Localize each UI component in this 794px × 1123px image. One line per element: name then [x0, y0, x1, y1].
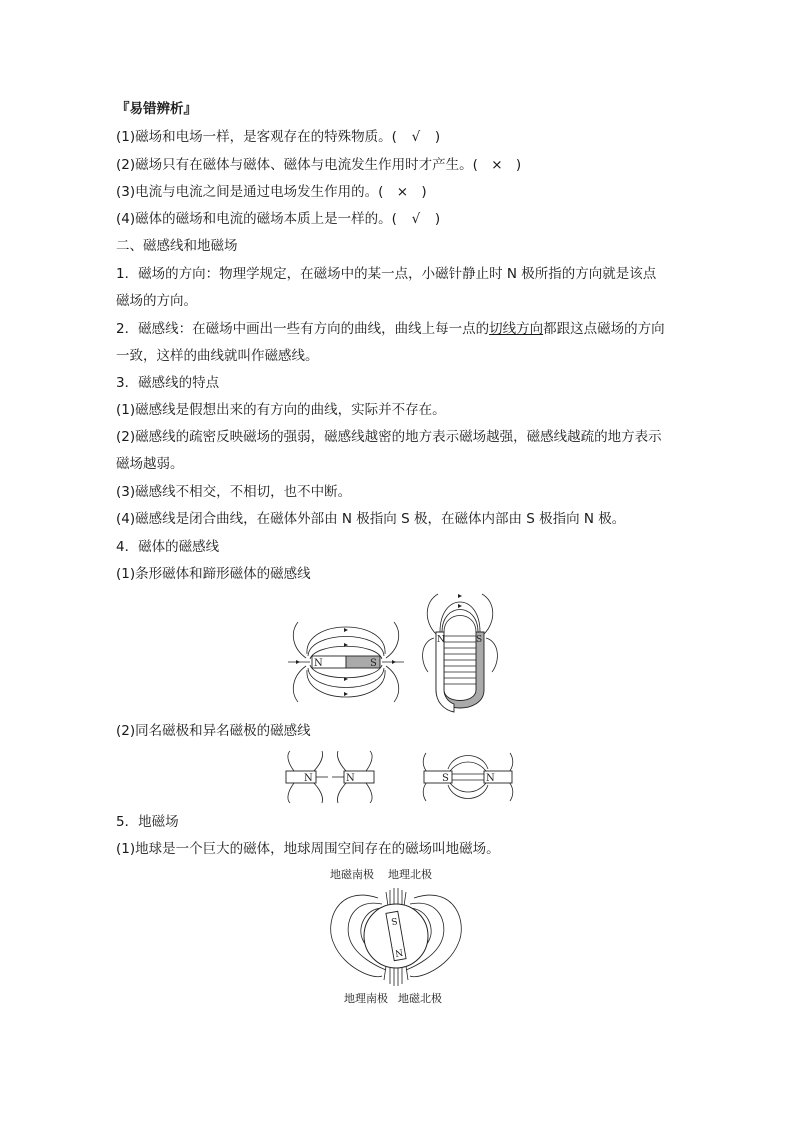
judgment-text: (1)磁场和电场一样，是客观存在的特殊物质。(: [116, 129, 397, 145]
feature-1: (1)磁感线是假想出来的有方向的曲线，实际并不存在。: [116, 402, 446, 418]
p4-sub2: (2)同名磁极和异名磁极的磁感线: [116, 723, 311, 739]
judgment-close: ): [421, 184, 427, 200]
part2-title: 二、磁感线和地磁场: [116, 238, 238, 254]
pole-label-n: N: [394, 946, 404, 958]
like-poles-figure: [282, 749, 378, 805]
feature-2-line1: (2)磁感线的疏密反映磁场的强弱，磁感线越密的地方表示磁场越强，磁感线越疏的地方表示: [116, 429, 662, 445]
pole-label-n: N: [486, 773, 495, 784]
p1-line1: 1．磁场的方向：物理学规定，在磁场中的某一点，小磁针静止时 N 极所指的方向就是该点: [116, 266, 657, 282]
label-geographic-north: 地理北极: [388, 868, 432, 881]
judgment-item-4: [116, 210, 440, 228]
pole-label-s: S: [442, 773, 449, 784]
p4-title: 4．磁体的磁感线: [116, 539, 220, 555]
pole-label-n: N: [346, 773, 355, 784]
judgment-close: ): [434, 129, 441, 145]
p5-title: 5．地磁场: [116, 814, 179, 830]
judgment-text: (4)磁体的磁场和电流的磁场本质上是一样的。(: [116, 211, 397, 227]
p3-title: 3．磁感线的特点: [116, 375, 220, 391]
p2-pre: 2．磁感线：在磁场中画出一些有方向的曲线，曲线上每一点的: [116, 321, 490, 337]
pole-label-s: S: [390, 914, 399, 926]
p5-sub1: (1)地球是一个巨大的磁体，地球周围空间存在的磁场叫地磁场。: [116, 841, 500, 857]
pole-label-n: N: [304, 773, 313, 784]
judgment-text: (2)磁场只有在磁体与磁体、磁体与电流发生作用时才产生。(: [116, 157, 478, 173]
bar-magnet-figure: [286, 612, 406, 712]
judgment-text: (3)电流与电流之间是通过电场发生作用的。(: [116, 184, 384, 200]
p1-line2: 磁场的方向。: [116, 293, 197, 309]
section-heading: 『易错辨析』: [116, 101, 197, 117]
judgment-item-2: [116, 156, 521, 174]
pole-label-n: N: [437, 635, 445, 645]
pole-label-s: S: [476, 635, 483, 645]
unlike-poles-figure: [420, 749, 516, 805]
feature-4: (4)磁感线是闭合曲线，在磁体外部由 N 极指向 S 极，在磁体内部由 S 极指向 N 极。: [116, 511, 626, 527]
cross-mark: ×: [396, 184, 409, 200]
pole-label-s: S: [370, 658, 377, 669]
judgment-item-1: [116, 128, 440, 146]
feature-3: (3)磁感线不相交，不相切，也不中断。: [116, 484, 352, 500]
check-mark: √: [411, 129, 421, 145]
judgment-close: ): [515, 157, 522, 173]
check-mark: √: [411, 211, 421, 227]
p2-underlined: 切线方向: [489, 321, 544, 337]
judgment-item-3: [116, 183, 427, 201]
earth-field-figure: [326, 884, 466, 988]
label-geographic-south: 地理南极: [344, 992, 388, 1005]
horseshoe-magnet-figure: [418, 592, 502, 714]
p4-sub1: (1)条形磁体和蹄形磁体的磁感线: [116, 566, 311, 582]
pole-label-n: N: [314, 658, 323, 669]
p2-line2: 一致，这样的曲线就叫作磁感线。: [116, 348, 319, 364]
label-geomagnetic-north: 地磁北极: [398, 992, 442, 1005]
p2-line1: [116, 320, 665, 338]
judgment-close: ): [434, 211, 441, 227]
label-geomagnetic-south: 地磁南极: [330, 868, 374, 881]
p2-post: 都跟这点磁场的方向: [543, 321, 665, 337]
cross-mark: ×: [491, 157, 503, 173]
feature-2-line2: 磁场越弱。: [116, 456, 184, 472]
